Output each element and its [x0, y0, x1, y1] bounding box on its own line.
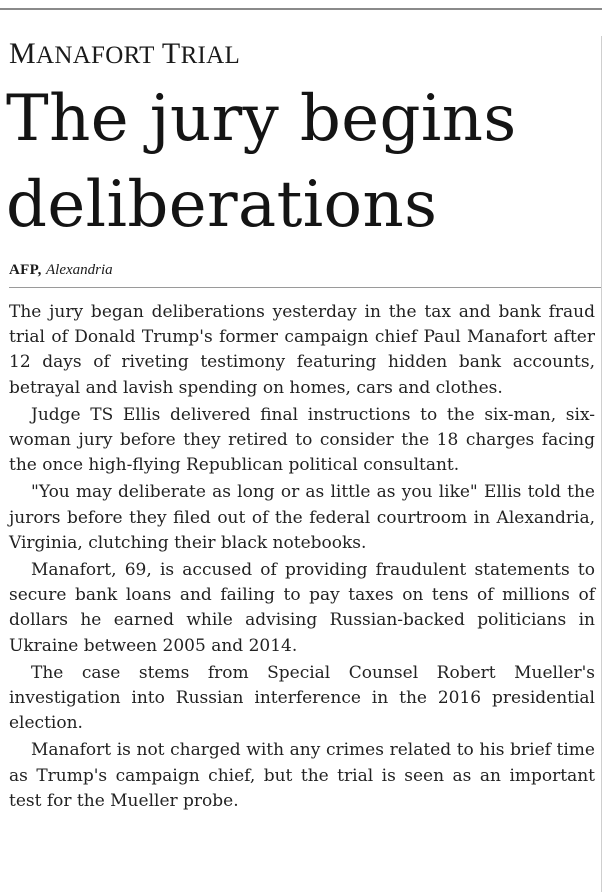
headline: The jury begins deliberations [6, 82, 517, 242]
byline-agency: AFP, [9, 262, 42, 278]
article-paragraph: Manafort, 69, is accused of providing fraudulent statements to secure bank loans and failing to pay taxes on tens of millions of dollars he earned while advising Russian-backed politicians in Ukraine between 2005 and 2014. [9, 560, 595, 656]
top-rule [0, 8, 602, 10]
byline [9, 258, 113, 281]
byline-place: Alexandria [45, 262, 113, 278]
kicker-text: MANAFORT TRIAL [9, 37, 241, 70]
article-paragraph: The jury began deliberations yesterday in the tax and bank fraud trial of Donald Trump's former campaign chief Paul Manafort after 12 days of riveting testimony featuring hidden bank accounts, betrayal and lavish spending on homes, cars and clothes. [9, 302, 595, 398]
byline-divider [9, 287, 601, 288]
article-paragraph: Manafort is not charged with any crimes related to his brief time as Trump's campaign chief, but the trial is seen as an important test for the Mueller probe. [9, 740, 595, 811]
article-paragraph: "You may deliberate as long or as little as you like" Ellis told the jurors before they filed out of the federal courtroom in Alexandria, Virginia, clutching their black notebooks. [9, 482, 595, 553]
section-kicker [9, 36, 240, 74]
article-body [9, 300, 595, 816]
article-paragraph: Judge TS Ellis delivered final instructions to the six-man, six-woman jury before they retired to consider the 18 charges facing the once high-flying Republican political consultant. [9, 404, 595, 476]
article-paragraph: The case stems from Special Counsel Robert Mueller's investigation into Russian interference in the 2016 presidential election. [9, 662, 595, 734]
